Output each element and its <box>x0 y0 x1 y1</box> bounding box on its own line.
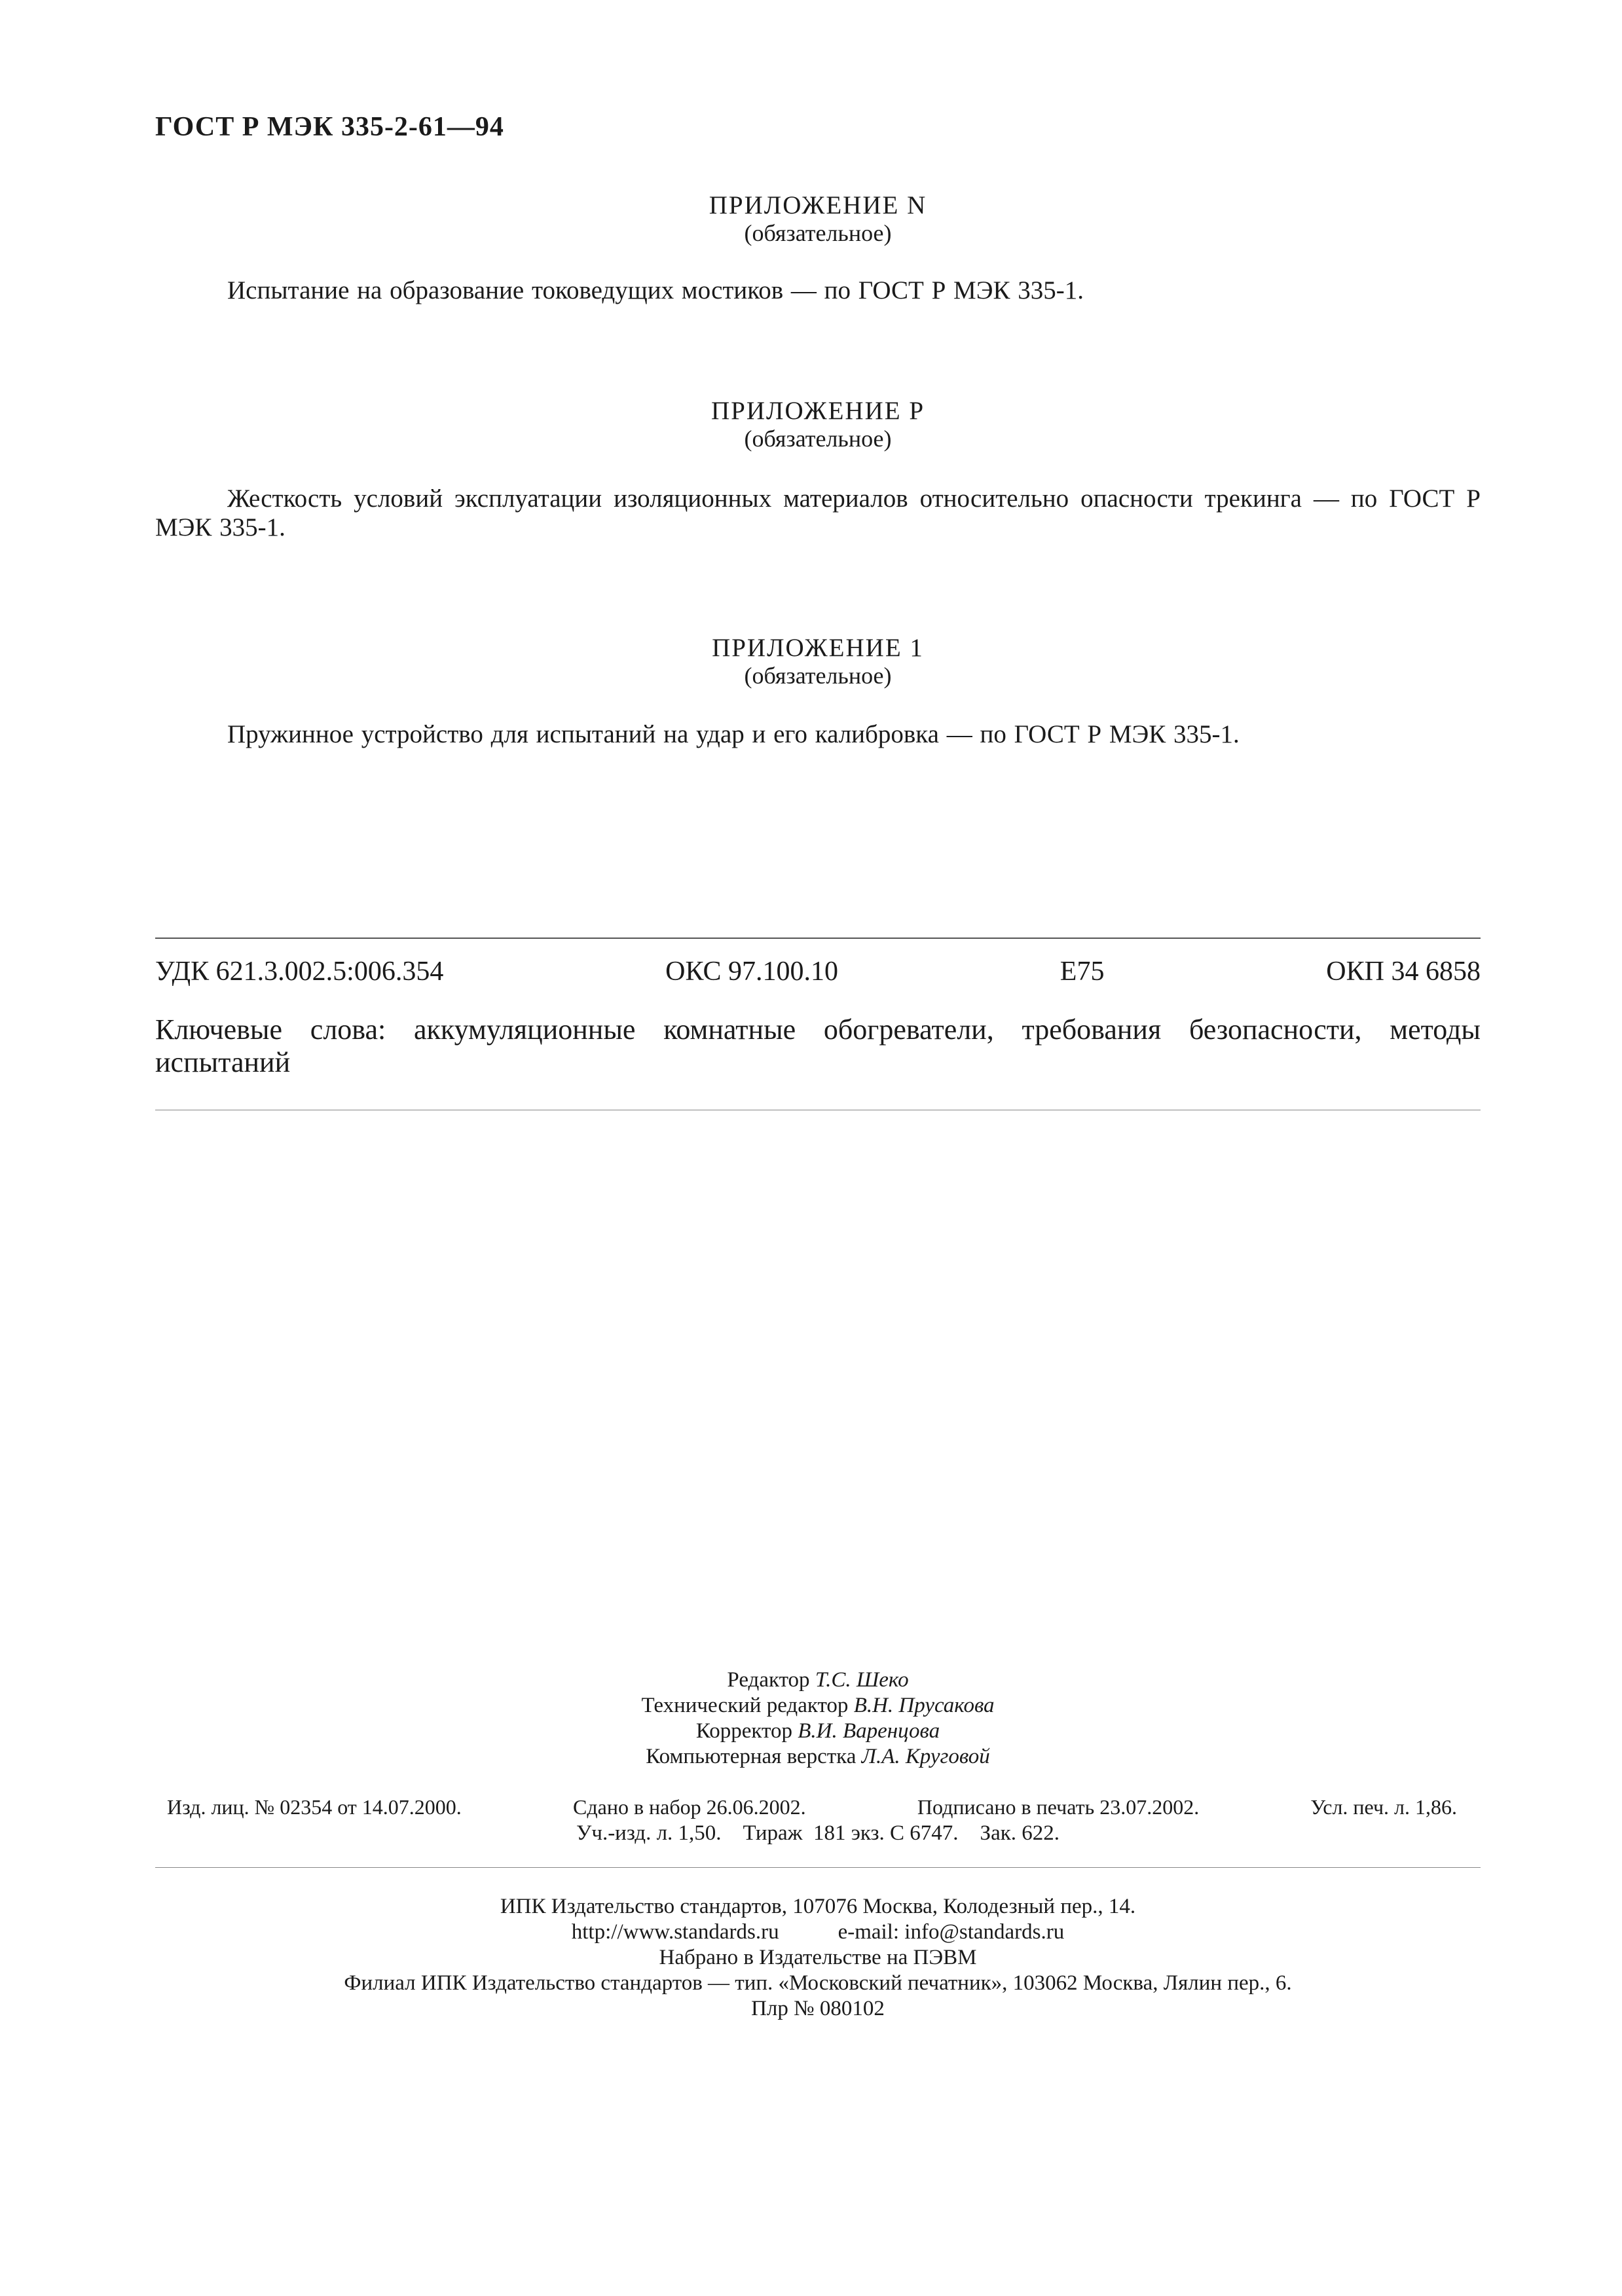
publisher-url[interactable]: http://www.standards.ru <box>571 1920 779 1944</box>
annex-p-text: Жесткость условий эксплуатации изоляционных материалов относительно опасности трекинга — по ГОСТ Р МЭК 335-1. <box>155 484 1481 541</box>
imprint-line-2: Уч.-изд. л. 1,50. Тираж 181 экз. С 6747. Зак. 622. <box>576 1821 1060 1845</box>
annex-p-status: (обязательное) <box>744 426 892 452</box>
annex-1-text: Пружинное устройство для испытаний на удар и его калибровка — по ГОСТ Р МЭК 335-1. <box>227 720 1240 748</box>
document-code: ГОСТ Р МЭК 335-2-61—94 <box>155 112 504 142</box>
annex-p-heading <box>155 397 1481 452</box>
staff-line-editor: Редактор Т.С. Шеко <box>727 1668 909 1692</box>
publisher-branch: Филиал ИПК Издательство стандартов — тип. «Московский печатник», 103062 Москва, Лялин пер., 6. <box>344 1971 1292 1995</box>
annex-n-title: ПРИЛОЖЕНИЕ N <box>709 191 927 219</box>
udk-code: УДК 621.3.002.5:006.354 <box>155 957 444 987</box>
staff-credits <box>155 1667 1481 1770</box>
publisher-info <box>155 1894 1481 2022</box>
publisher-plr: Плр № 080102 <box>751 1997 885 2020</box>
staff-line-layout: Компьютерная верстка Л.А. Круговой <box>646 1745 990 1768</box>
oks-code: ОКС 97.100.10 <box>665 957 838 987</box>
annex-n-text: Испытание на образование токоведущих мостиков — по ГОСТ Р МЭК 335-1. <box>227 276 1084 304</box>
annex-1-heading <box>155 634 1481 689</box>
classification-row <box>155 956 1481 987</box>
annex-1-status: (обязательное) <box>744 663 892 689</box>
staff-line-tech-editor: Технический редактор В.Н. Прусакова <box>641 1694 995 1717</box>
annex-n-status: (обязательное) <box>744 220 892 246</box>
group-code: Е75 <box>1060 957 1105 987</box>
classification-top-rule <box>155 938 1481 939</box>
annex-p-title: ПРИЛОЖЕНИЕ P <box>710 397 925 425</box>
staff-line-corrector: Корректор В.И. Варенцова <box>695 1719 940 1743</box>
annex-1-title: ПРИЛОЖЕНИЕ 1 <box>712 634 924 662</box>
keywords: Ключевые слова: аккумуляционные комнатные обогреватели, требования безопасности, методы испытаний <box>155 1013 1481 1078</box>
publisher-typeset: Набрано в Издательстве на ПЭВМ <box>659 1946 977 1969</box>
annex-n-heading <box>155 191 1481 246</box>
publisher-rule <box>155 1867 1481 1868</box>
imprint-line-1: Изд. лиц. № 02354 от 14.07.2000. Сдано в набор 26.06.2002. Подписано в печать 23.07.2002. Усл. печ. л. 1,86. <box>167 1795 1457 1819</box>
publisher-address: ИПК Издательство стандартов, 107076 Москва, Колодезный пер., 14. <box>500 1895 1136 1918</box>
okp-code: ОКП 34 6858 <box>1326 957 1481 987</box>
publisher-contacts <box>155 1920 1481 1945</box>
publisher-email[interactable]: e-mail: info@standards.ru <box>838 1920 1065 1944</box>
